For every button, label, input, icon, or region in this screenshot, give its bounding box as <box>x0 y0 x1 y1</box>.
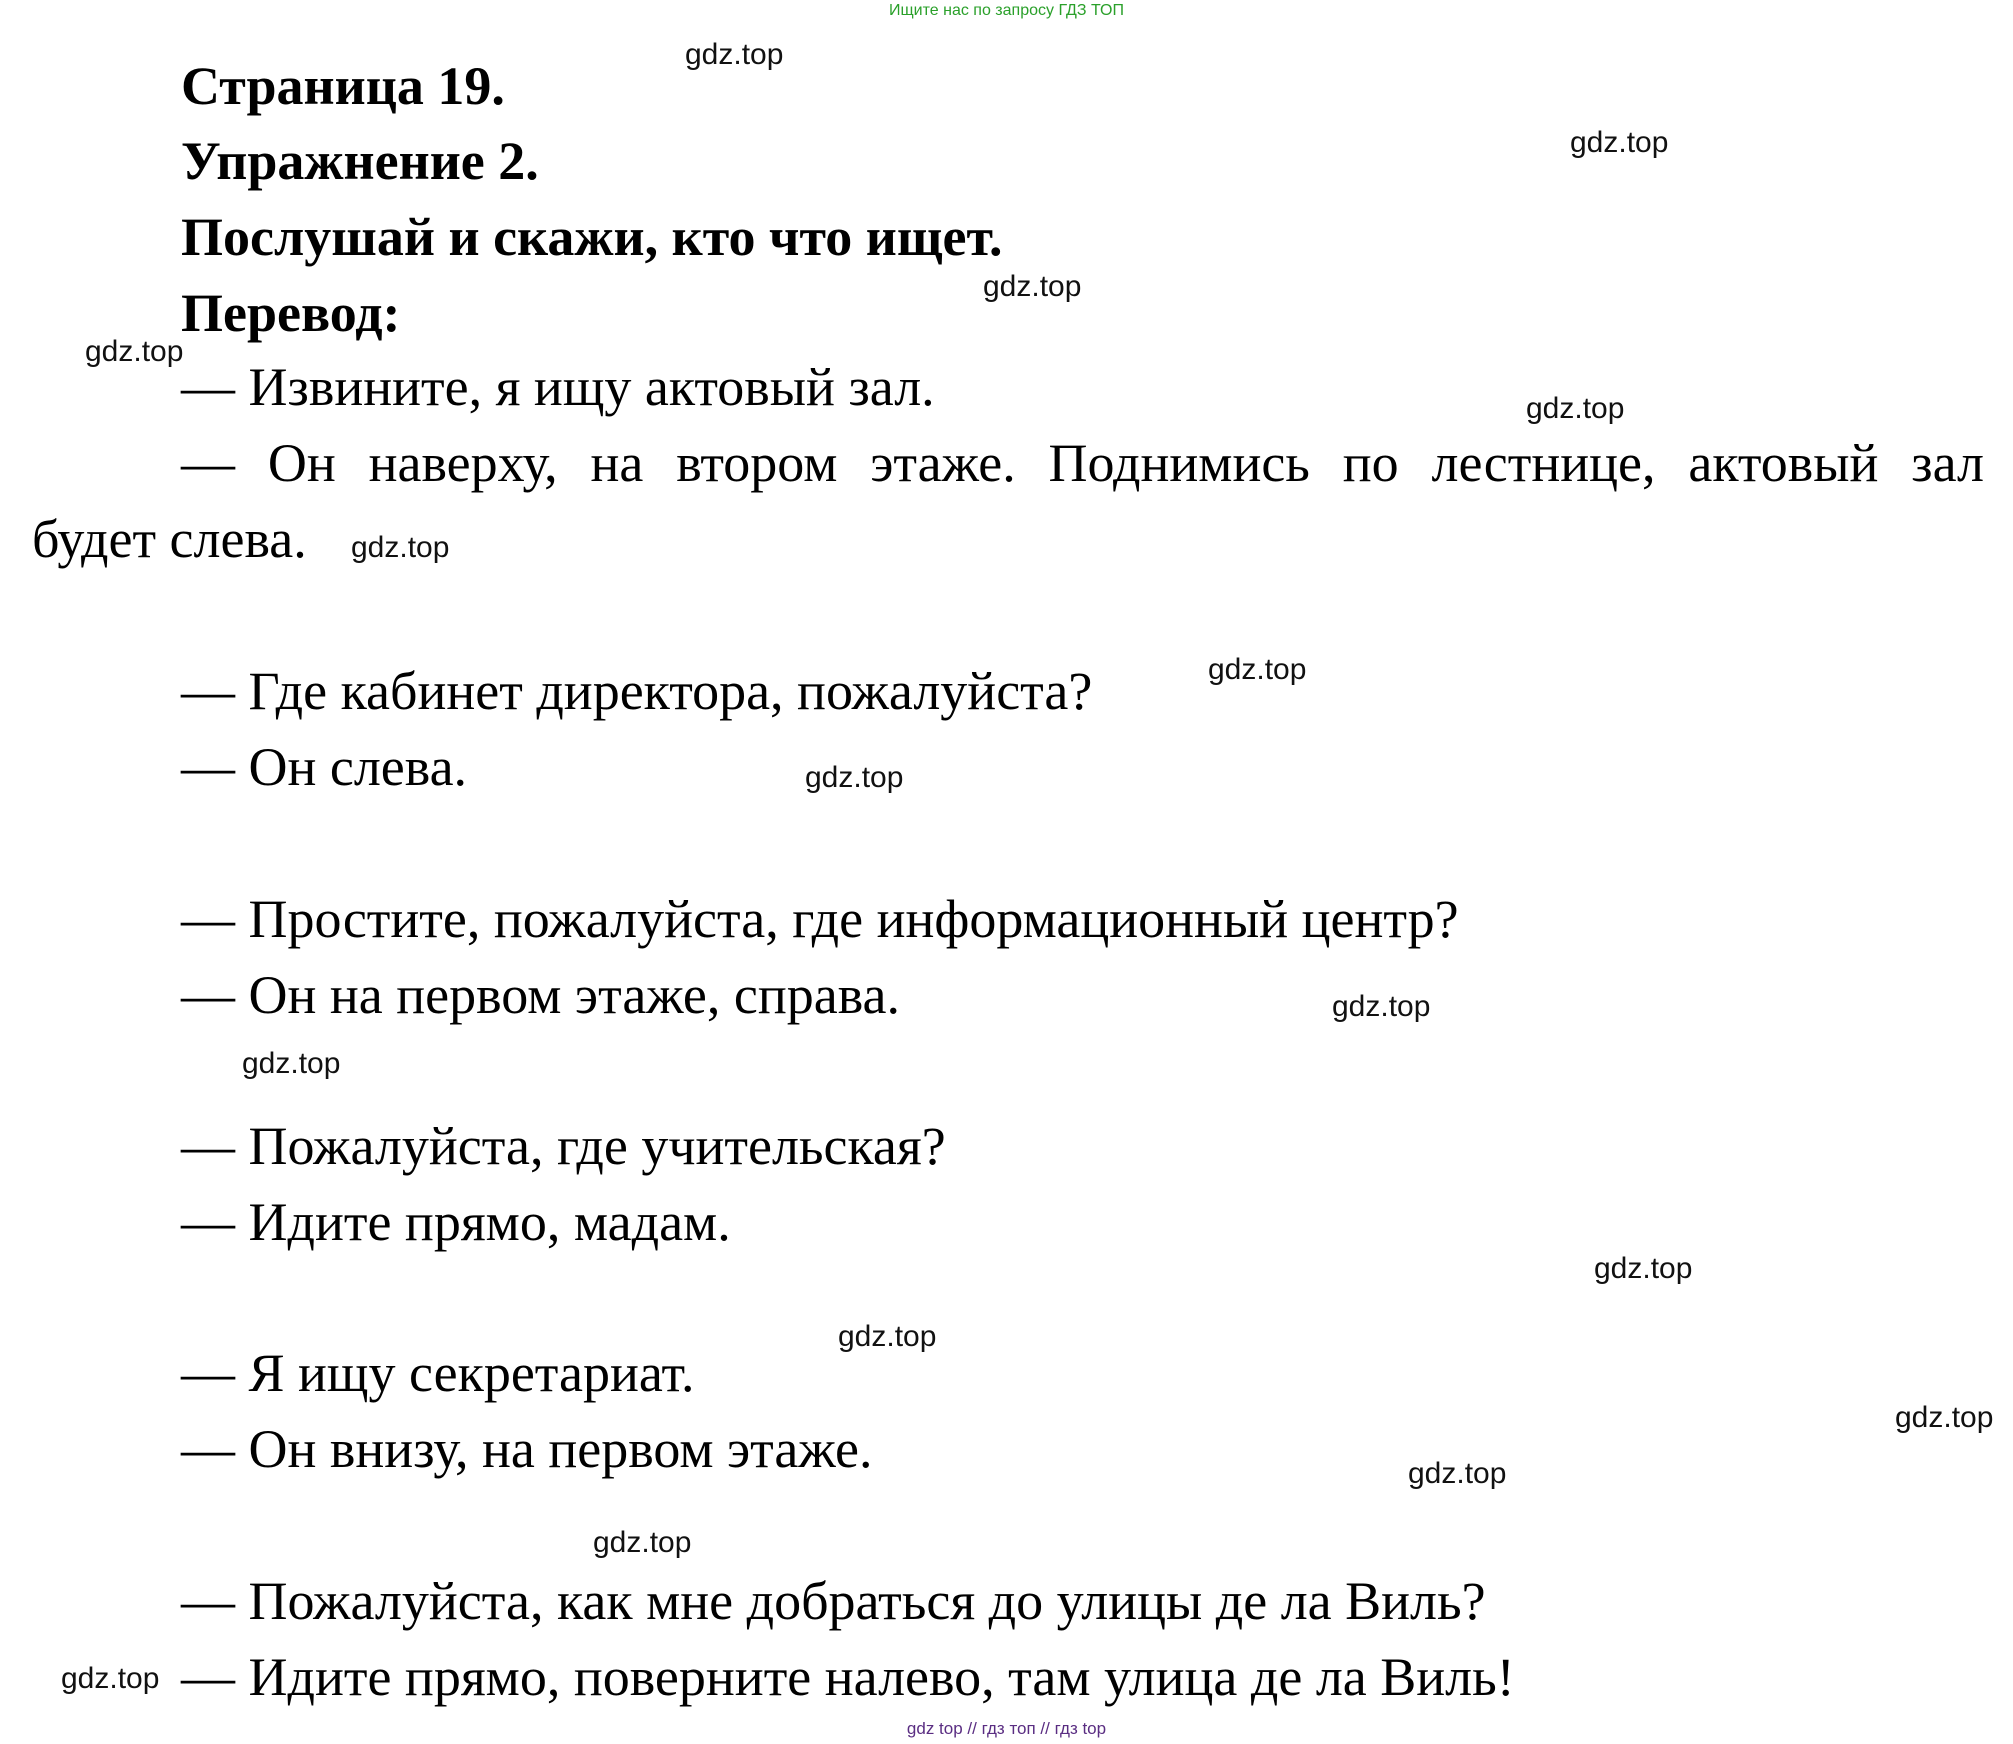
dialogue-6-line-2: — Идите прямо, поверните налево, там улица де ла Виль! <box>181 1647 1515 1707</box>
dialogue-6-line-1: — Пожалуйста, как мне добраться до улицы де ла Виль? <box>181 1571 1486 1631</box>
watermark: gdz.top <box>1570 126 1669 159</box>
translation-label: Перевод: <box>181 283 401 343</box>
dialogue-1-line-1: — Извините, я ищу актовый зал. <box>181 357 935 417</box>
dialogue-3-line-1: — Простите, пожалуйста, где информационный центр? <box>181 889 1459 949</box>
dialogue-4-line-1: — Пожалуйста, где учительская? <box>181 1116 946 1176</box>
watermark: gdz.top <box>85 335 184 368</box>
footer-watermark: gdz top // гдз топ // гдз top <box>906 1719 1107 1738</box>
dialogue-2-line-1: — Где кабинет директора, пожалуйста? <box>181 661 1093 721</box>
dialogue-5-line-2: — Он внизу, на первом этаже. <box>181 1419 873 1479</box>
task-heading: Послушай и скажи, кто что ищет. <box>181 207 1003 267</box>
watermark: gdz.top <box>242 1047 341 1080</box>
dialogue-3-line-2: — Он на первом этаже, справа. <box>181 965 900 1025</box>
watermark: gdz.top <box>1895 1401 1994 1434</box>
watermark: gdz.top <box>61 1662 160 1695</box>
watermark: gdz.top <box>838 1320 937 1353</box>
watermark: gdz.top <box>805 761 904 794</box>
dialogue-1-line-2-continued: будет слева. <box>32 509 307 569</box>
exercise-heading: Упражнение 2. <box>181 131 539 191</box>
watermark: gdz.top <box>351 531 450 564</box>
dialogue-1-line-2: — Он наверху, на втором этаже. Поднимись по лестнице, актовый зал <box>181 433 1984 493</box>
dialogue-4-line-2: — Идите прямо, мадам. <box>181 1192 731 1252</box>
watermark: gdz.top <box>685 38 784 71</box>
watermark: gdz.top <box>1408 1457 1507 1490</box>
watermark: gdz.top <box>1526 392 1625 425</box>
page-number-heading: Страница 19. <box>181 56 505 116</box>
watermark: gdz.top <box>1594 1252 1693 1285</box>
watermark: gdz.top <box>983 270 1082 303</box>
dialogue-5-line-1: — Я ищу секретариат. <box>181 1343 695 1403</box>
watermark: gdz.top <box>1332 990 1431 1023</box>
search-banner: Ищите нас по запросу ГДЗ ТОП <box>889 2 1124 19</box>
dialogue-2-line-2: — Он слева. <box>181 737 468 797</box>
watermark: gdz.top <box>593 1526 692 1559</box>
watermark: gdz.top <box>1208 653 1307 686</box>
